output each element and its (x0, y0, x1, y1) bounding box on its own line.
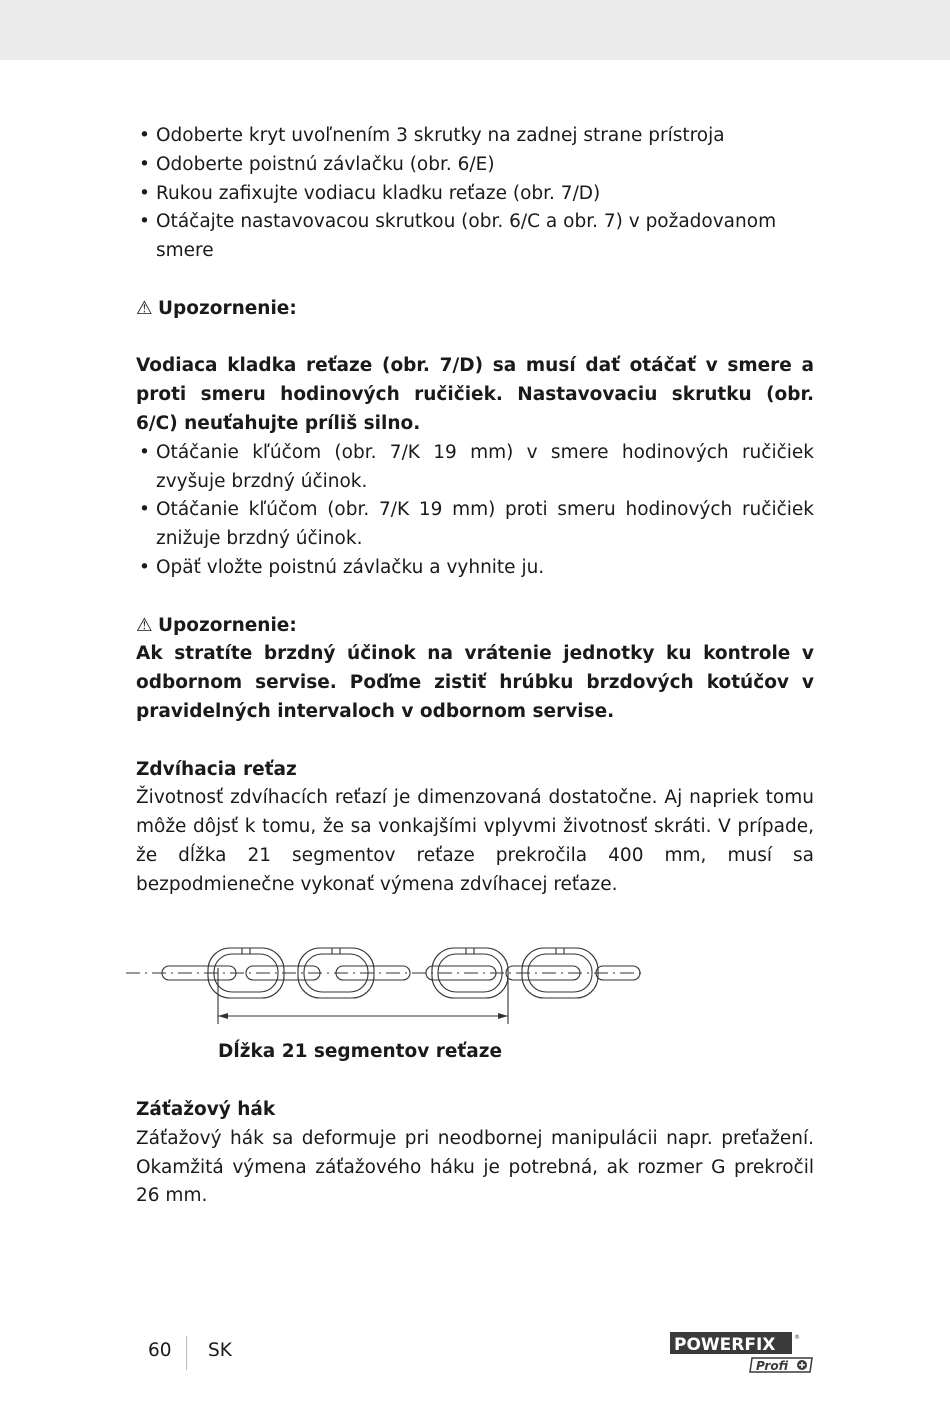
footer-divider (186, 1336, 187, 1370)
warning-icon: ⚠ (136, 297, 153, 319)
list-item: • Rukou zafixujte vodiacu kladku reťaze (obr. 7/D) (136, 180, 814, 209)
list-item: • Odoberte poistnú závlačku (obr. 6/E) (136, 151, 814, 180)
warning-heading (136, 295, 814, 324)
section-heading-hook: Záťažový hák (136, 1098, 276, 1120)
section-heading-chain: Zdvíhacia reťaz (136, 758, 297, 780)
section-text-chain: Životnosť zdvíhacích reťazí je dimenzovaná dostatočne. Aj napriek tomu môže dôjsť k tomu, že sa vonkajšími vplyvmi životnosť skráti. V prípade, že dĺžka 21 segmentov reťaze prekročila 400 mm, musí sa bezpodmienečne vykonať výmena zdvíhacej reťaze. (136, 787, 814, 895)
warning-heading (136, 612, 814, 641)
warning-title: Upozornenie: (158, 297, 297, 319)
list-item: • Otáčanie kľúčom (obr. 7/K 19 mm) v smere hodinových ručičiek zvyšuje brzdný účinok. (136, 439, 814, 497)
list-item: • Otáčajte nastavovacou skrutkou (obr. 6/C a obr. 7) v požadovanom smere (136, 208, 814, 266)
logo-sub-text: Profi (756, 1359, 789, 1373)
powerfix-logo-icon (668, 1328, 816, 1374)
page-number: 60 (148, 1340, 172, 1361)
instruction-list (136, 439, 814, 583)
language-code: SK (208, 1340, 232, 1361)
chain-diagram-icon (126, 928, 816, 1038)
figure-caption: Dĺžka 21 segmentov reťaze (218, 1041, 503, 1063)
page-content (136, 122, 814, 1211)
logo-text: POWERFIX (674, 1335, 776, 1355)
chain-figure (126, 928, 814, 1038)
warning-title: Upozornenie: (158, 614, 297, 636)
section-text-hook: Záťažový hák sa deformuje pri neodbornej manipulácii napr. preťažení. Okamžitá výmena záťažového háku je potrebná, ak rozmer G prekročil 26 mm. (136, 1127, 814, 1207)
instruction-list (136, 122, 814, 266)
warning-text: Ak stratíte brzdný účinok na vrátenie jednotky ku kontrole v odbornom servise. Poďme zistiť hrúbku brzdových kotúčov v pravidelných intervaloch v odbornom servise. (136, 643, 814, 722)
page-footer (0, 1336, 950, 1376)
list-item: • Odoberte kryt uvoľnením 3 skrutky na zadnej strane prístroja (136, 122, 814, 151)
warning-icon: ⚠ (136, 614, 153, 636)
svg-text:®: ® (794, 1334, 800, 1341)
list-item: • Opäť vložte poistnú závlačku a vyhnite ju. (136, 554, 814, 583)
list-item: • Otáčanie kľúčom (obr. 7/K 19 mm) proti smeru hodinových ručičiek znižuje brzdný účinok. (136, 496, 814, 554)
warning-text: Vodiaca kladka reťaze (obr. 7/D) sa musí dať otáčať v smere a proti smeru hodinových ručičiek. Nastavovaciu skrutku (obr. 6/C) neuťahujte príliš silno. (136, 355, 814, 434)
top-header-bar (0, 0, 950, 60)
